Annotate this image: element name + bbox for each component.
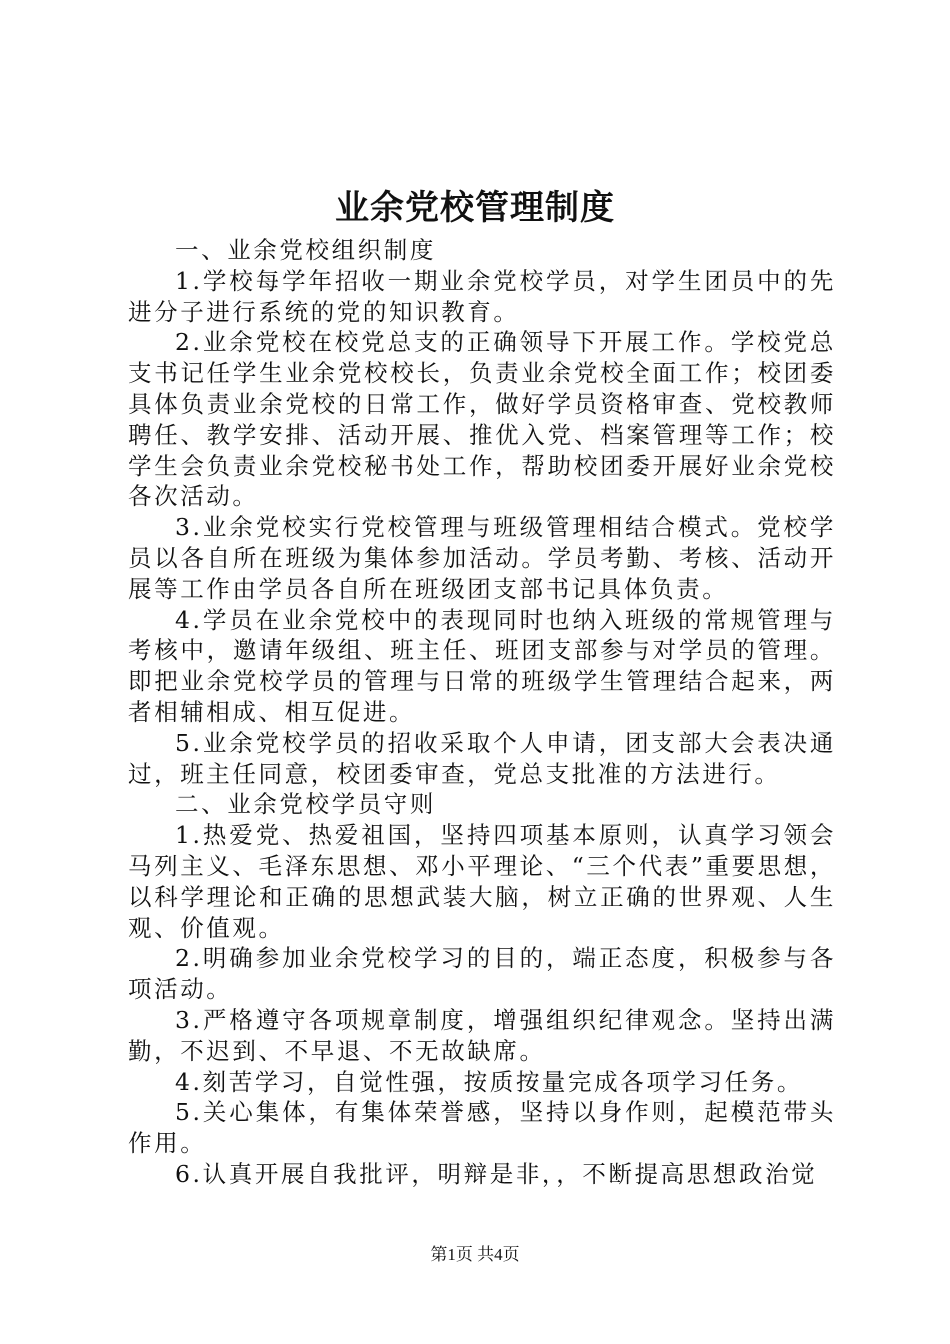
paragraph: 4.刻苦学习，自觉性强，按质按量完成各项学习任务。 <box>175 1067 803 1096</box>
paragraph: 2.明确参加业余党校学习的目的，端正态度，积极参与各项活动。 <box>128 944 836 1004</box>
paragraph: 6.认真开展自我批评，明辩是非，，不断提高思想政治觉 <box>175 1159 818 1188</box>
paragraph: 3.业余党校实行党校管理与班级管理相结合模式。党校学员以各自所在班级为集体参加活动。学员考勤、考核、活动开展等工作由学员各自所在班级团支部书记具体负责。 <box>128 513 836 603</box>
section-heading: 二、业余党校学员守则 <box>175 790 436 819</box>
paragraph: 3.严格遵守各项规章制度，增强组织纪律观念。坚持出满勤，不迟到、不早退、不无故缺席。 <box>128 1005 836 1065</box>
paragraph: 1.学校每学年招收一期业余党校学员，对学生团员中的先进分子进行系统的党的知识教育。 <box>128 266 836 326</box>
paragraph: 1.热爱党、热爱祖国，坚持四项基本原则，认真学习领会马列主义、毛泽东思想、邓小平理论、“三个代表”重要思想，以科学理论和正确的思想武装大脑，树立正确的世界观、人生观、价值观。 <box>128 821 836 942</box>
section-heading: 一、业余党校组织制度 <box>175 236 436 264</box>
document-title: 业余党校管理制度 <box>335 188 615 228</box>
paragraph: 2.业余党校在校党总支的正确领导下开展工作。学校党总支书记任学生业余党校校长，负责业余党校全面工作；校团委具体负责业余党校的日常工作，做好学员资格审查、党校教师聘任、教学安排、活动开展、推优入党、档案管理等工作；校学生会负责业余党校秘书处工作，帮助校团委开展好业余党校各次活动。 <box>128 328 836 511</box>
paragraph: 5.关心集体，有集体荣誉感，坚持以身作则，起模范带头作用。 <box>128 1098 836 1158</box>
paragraph: 5.业余党校学员的招收采取个人申请，团支部大会表决通过，班主任同意，校团委审查，党总支批准的方法进行。 <box>128 728 836 788</box>
page-number-footer: 第1页 共4页 <box>430 1245 520 1264</box>
paragraph: 4.学员在业余党校中的表现同时也纳入班级的常规管理与考核中，邀请年级组、班主任、班团支部参与对学员的管理。即把业余党校学员的管理与日常的班级学生管理结合起来，两者相辅相成、相互促进。 <box>128 605 836 726</box>
document-body <box>128 235 836 1190</box>
